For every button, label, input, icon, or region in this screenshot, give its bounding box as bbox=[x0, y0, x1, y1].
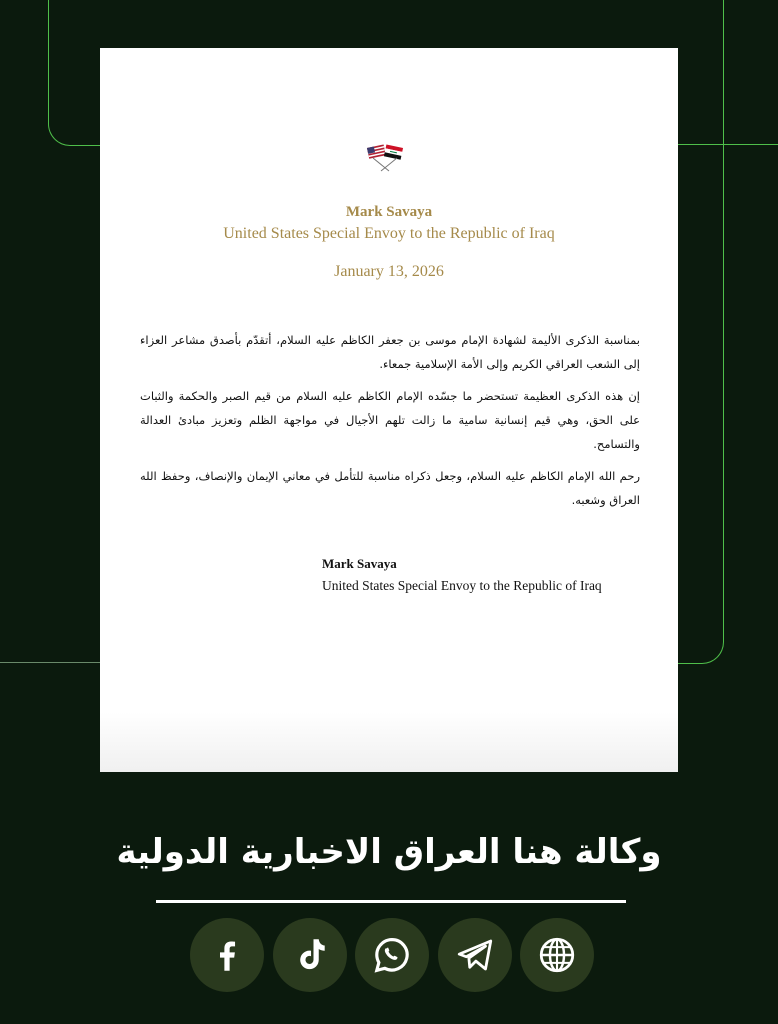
tiktok-icon bbox=[289, 934, 331, 976]
signature-title: United States Special Envoy to the Republic of Iraq bbox=[322, 578, 602, 593]
whatsapp-icon bbox=[371, 934, 413, 976]
letter-body bbox=[140, 328, 640, 520]
letter-date: January 13, 2026 bbox=[334, 263, 444, 280]
frame-line-top-right bbox=[678, 144, 778, 145]
social-links bbox=[190, 918, 594, 992]
body-paragraph: إن هذه الذكرى العظيمة تستحضر ما جسّده الإمام الكاظم عليه السلام من قيم الصبر والحكمة والثبات على الحق، وهي قيم إنسانية سامية ما زالت تلهم الأجيال في مواجهة الظلم وتعزيز مبادئ العدالة والتسامح. bbox=[140, 389, 640, 451]
facebook-button[interactable] bbox=[190, 918, 264, 992]
website-button[interactable] bbox=[520, 918, 594, 992]
agency-name: وكالة هنا العراق الاخبارية الدولية bbox=[116, 832, 662, 872]
letterhead-name: Mark Savaya bbox=[345, 204, 433, 220]
body-paragraph: بمناسبة الذكرى الأليمة لشهادة الإمام موسى بن جعفر الكاظم عليه السلام، أتقدّم بأصدق مشاعر العزاء إلى الشعب العراقي الكريم وإلى الأمة الإسلامية جمعاء. bbox=[140, 333, 640, 371]
signature-name: Mark Savaya bbox=[322, 556, 397, 571]
telegram-button[interactable] bbox=[438, 918, 512, 992]
letterhead-title: United States Special Envoy to the Republic of Iraq bbox=[223, 225, 555, 242]
tiktok-button[interactable] bbox=[273, 918, 347, 992]
globe-icon bbox=[536, 934, 578, 976]
crossed-flags-icon bbox=[365, 144, 405, 172]
telegram-icon bbox=[454, 934, 496, 976]
signature-block bbox=[322, 553, 602, 597]
body-paragraph: رحم الله الإمام الكاظم عليه السلام، وجعل ذكراه مناسبة للتأمل في معاني الإيمان والإنصاف، وحفظ الله العراق وشعبه. bbox=[140, 469, 640, 507]
whatsapp-button[interactable] bbox=[355, 918, 429, 992]
frame-line-bottom-left bbox=[0, 662, 100, 663]
agency-divider bbox=[156, 900, 626, 903]
letter-document bbox=[100, 48, 678, 772]
facebook-icon bbox=[206, 934, 248, 976]
